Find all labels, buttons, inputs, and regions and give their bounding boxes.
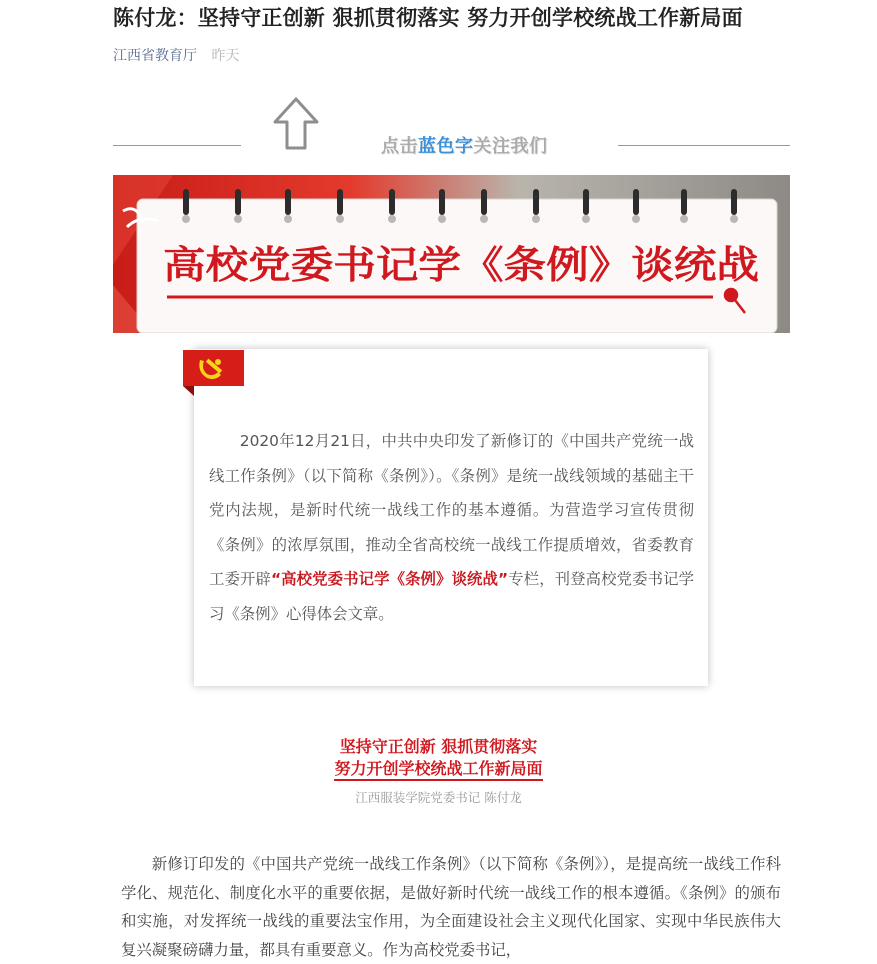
divider-right — [618, 145, 790, 146]
follow-us-text[interactable]: 点击蓝色字关注我们 — [381, 136, 548, 157]
intro-paragraph: 2020年12月21日，中共中央印发了新修订的《中国共产党统一战线工作条例》（以下简称《条例》）。《条例》是统一战线领域的基础主干党内法规，是新时代统一战线工作的基本遵循。为营造学习宣传贯彻《条例》的浓厚氛围，推动全省高校统一战线工作提质增效，省委教育工委开辟“高校党委书记学《条例》谈统战”专栏，刊登高校党委书记学习《条例》心得体会文章。 — [209, 432, 694, 623]
section-heading-line1: 坚持守正创新 狠抓贯彻落实 — [339, 737, 538, 756]
banner-title: 高校党委书记学《条例》谈统战 — [163, 243, 759, 287]
author-byline: 江西服装学院党委书记 陈付龙 — [355, 790, 522, 805]
follow-us-banner — [113, 96, 790, 157]
source-link[interactable]: 江西省教育厅 — [113, 48, 197, 64]
publish-time: 昨天 — [211, 48, 240, 64]
section-heading-line2: 努力开创学校统战工作新局面 — [0, 756, 877, 779]
column-banner — [113, 175, 790, 333]
intro-card — [194, 349, 708, 686]
column-name-highlight: “高校党委书记学《条例》谈统战” — [270, 570, 509, 588]
article-title: 陈付龙：坚持守正创新 狠抓贯彻落实 努力开创学校统战工作新局面 — [113, 6, 743, 30]
divider-left — [113, 145, 241, 146]
up-arrow-icon — [271, 96, 321, 152]
party-emblem-icon — [183, 350, 245, 396]
article-meta — [113, 45, 239, 65]
body-paragraph: 新修订印发的《中国共产党统一战线工作条例》（以下简称《条例》），是提高统一战线工作科学化、规范化、制度化水平的重要依据，是做好新时代统一战线工作的根本遵循。《条例》的颁布和实施，对发挥统一战线的重要法宝作用，为全面建设社会主义现代化国家、实现中华民族伟大复兴凝聚磅礴力量，都具有重要意义。作为高校党委书记， — [121, 855, 781, 959]
